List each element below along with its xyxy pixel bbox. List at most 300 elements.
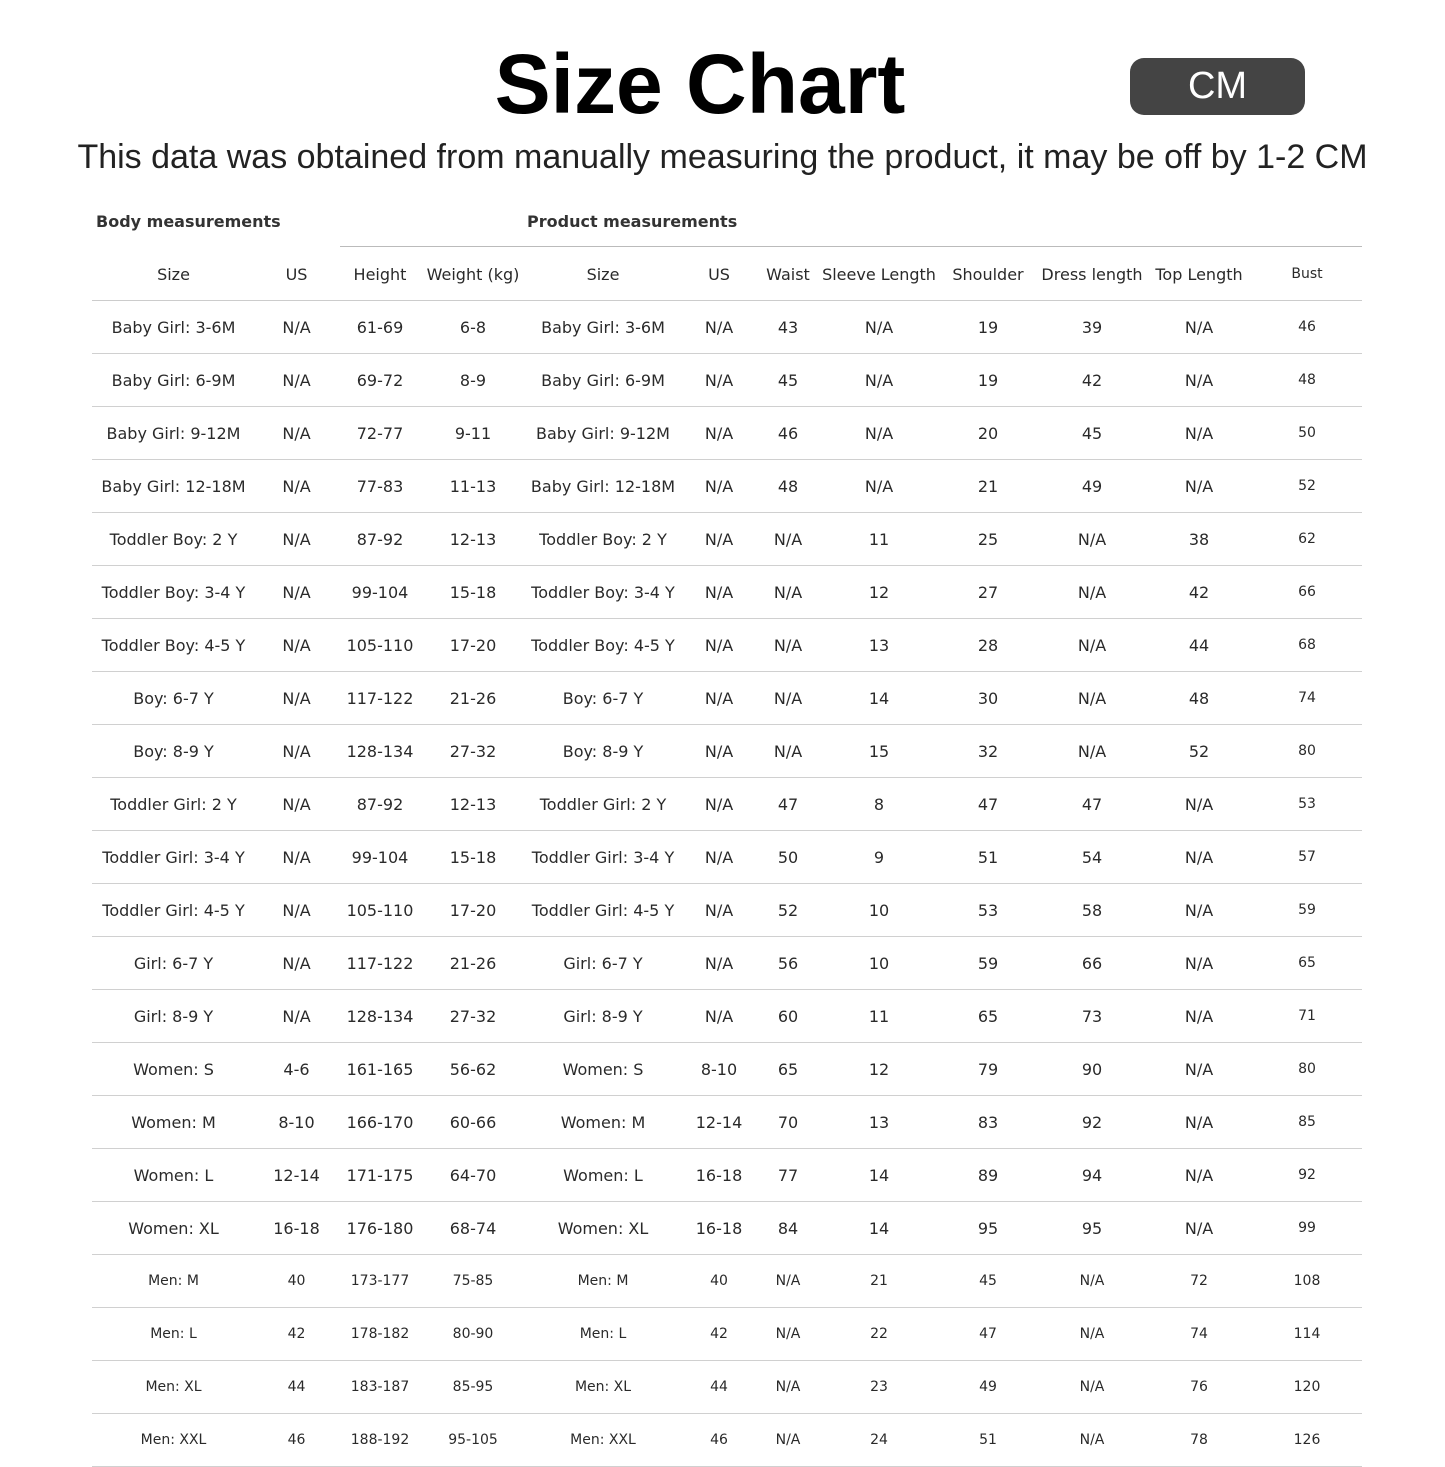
table-row bbox=[92, 884, 1362, 937]
cell-dress-length: 92 bbox=[1038, 1096, 1146, 1149]
cell-body-size: Baby Girl: 12-18M bbox=[92, 460, 255, 513]
cell-height: 128-134 bbox=[338, 725, 422, 778]
cell-dress-length: N/A bbox=[1038, 619, 1146, 672]
cell-waist: N/A bbox=[756, 1308, 820, 1361]
cell-shoulder: 51 bbox=[938, 831, 1038, 884]
cell-waist: 56 bbox=[756, 937, 820, 990]
cell-product-us: N/A bbox=[682, 619, 756, 672]
cell-top-length: N/A bbox=[1146, 990, 1252, 1043]
cell-weight: 27-32 bbox=[422, 725, 524, 778]
cell-weight: 15-18 bbox=[422, 566, 524, 619]
cell-height: 105-110 bbox=[338, 619, 422, 672]
cell-waist: N/A bbox=[756, 566, 820, 619]
cell-weight: 8-9 bbox=[422, 354, 524, 407]
cell-product-us: 40 bbox=[682, 1255, 756, 1308]
cell-product-us: N/A bbox=[682, 354, 756, 407]
table-row bbox=[92, 460, 1362, 513]
cell-top-length: 76 bbox=[1146, 1361, 1252, 1414]
cell-product-size: Baby Girl: 9-12M bbox=[524, 407, 682, 460]
cell-body-us: N/A bbox=[255, 725, 338, 778]
cell-shoulder: 47 bbox=[938, 778, 1038, 831]
cell-top-length: 78 bbox=[1146, 1414, 1252, 1467]
cell-dress-length: 47 bbox=[1038, 778, 1146, 831]
cell-sleeve-length: 12 bbox=[820, 1043, 938, 1096]
cell-body-size: Toddler Girl: 3-4 Y bbox=[92, 831, 255, 884]
table-row bbox=[92, 619, 1362, 672]
cell-height: 87-92 bbox=[338, 778, 422, 831]
cell-sleeve-length: 14 bbox=[820, 1202, 938, 1255]
cell-body-us: 40 bbox=[255, 1255, 338, 1308]
table-row bbox=[92, 1043, 1362, 1096]
cell-shoulder: 20 bbox=[938, 407, 1038, 460]
cell-bust: 99 bbox=[1252, 1202, 1362, 1255]
cell-dress-length: N/A bbox=[1038, 513, 1146, 566]
cell-body-size: Women: L bbox=[92, 1149, 255, 1202]
page-title: Size Chart bbox=[494, 37, 906, 131]
cell-height: 99-104 bbox=[338, 566, 422, 619]
cell-height: 161-165 bbox=[338, 1043, 422, 1096]
cell-weight: 95-105 bbox=[422, 1414, 524, 1467]
cell-product-us: N/A bbox=[682, 990, 756, 1043]
cell-body-size: Men: M bbox=[92, 1255, 255, 1308]
cell-body-us: N/A bbox=[255, 778, 338, 831]
cell-waist: 84 bbox=[756, 1202, 820, 1255]
cell-body-size: Toddler Girl: 4-5 Y bbox=[92, 884, 255, 937]
cell-top-length: 48 bbox=[1146, 672, 1252, 725]
cell-height: 183-187 bbox=[338, 1361, 422, 1414]
cell-dress-length: 49 bbox=[1038, 460, 1146, 513]
table-row bbox=[92, 1308, 1362, 1361]
col-header-top-length: Top Length bbox=[1146, 248, 1252, 301]
cell-body-us: 42 bbox=[255, 1308, 338, 1361]
table-row bbox=[92, 1255, 1362, 1308]
cell-product-size: Baby Girl: 12-18M bbox=[524, 460, 682, 513]
cell-top-length: 44 bbox=[1146, 619, 1252, 672]
cell-dress-length: 54 bbox=[1038, 831, 1146, 884]
cell-product-us: 46 bbox=[682, 1414, 756, 1467]
cell-height: 176-180 bbox=[338, 1202, 422, 1255]
cell-body-us: N/A bbox=[255, 407, 338, 460]
cell-sleeve-length: 15 bbox=[820, 725, 938, 778]
cell-top-length: N/A bbox=[1146, 354, 1252, 407]
cell-product-us: 44 bbox=[682, 1361, 756, 1414]
cell-bust: 50 bbox=[1252, 407, 1362, 460]
cell-top-length: 42 bbox=[1146, 566, 1252, 619]
cell-dress-length: 58 bbox=[1038, 884, 1146, 937]
cell-body-size: Men: XXL bbox=[92, 1414, 255, 1467]
cell-body-size: Baby Girl: 3-6M bbox=[92, 301, 255, 354]
product-measurements-label: Product measurements bbox=[527, 212, 738, 231]
cell-waist: 77 bbox=[756, 1149, 820, 1202]
table-row bbox=[92, 1202, 1362, 1255]
cell-shoulder: 21 bbox=[938, 460, 1038, 513]
cell-product-us: 16-18 bbox=[682, 1202, 756, 1255]
cell-body-size: Toddler Boy: 4-5 Y bbox=[92, 619, 255, 672]
cell-weight: 6-8 bbox=[422, 301, 524, 354]
cell-dress-length: N/A bbox=[1038, 725, 1146, 778]
cell-weight: 21-26 bbox=[422, 672, 524, 725]
cell-product-size: Women: XL bbox=[524, 1202, 682, 1255]
cell-body-us: 46 bbox=[255, 1414, 338, 1467]
cell-weight: 68-74 bbox=[422, 1202, 524, 1255]
col-header-body-us: US bbox=[255, 248, 338, 301]
cell-sleeve-length: 13 bbox=[820, 1096, 938, 1149]
cell-shoulder: 25 bbox=[938, 513, 1038, 566]
table-row bbox=[92, 1361, 1362, 1414]
cell-bust: 68 bbox=[1252, 619, 1362, 672]
cell-sleeve-length: 22 bbox=[820, 1308, 938, 1361]
cell-product-us: 12-14 bbox=[682, 1096, 756, 1149]
cell-product-size: Men: XXL bbox=[524, 1414, 682, 1467]
col-header-body-size: Size bbox=[92, 248, 255, 301]
cell-body-us: N/A bbox=[255, 301, 338, 354]
cell-body-us: N/A bbox=[255, 619, 338, 672]
cell-body-us: 4-6 bbox=[255, 1043, 338, 1096]
cell-bust: 74 bbox=[1252, 672, 1362, 725]
cell-sleeve-length: N/A bbox=[820, 407, 938, 460]
cell-dress-length: N/A bbox=[1038, 566, 1146, 619]
cell-top-length: N/A bbox=[1146, 407, 1252, 460]
cell-product-size: Girl: 8-9 Y bbox=[524, 990, 682, 1043]
cell-bust: 59 bbox=[1252, 884, 1362, 937]
cell-body-size: Baby Girl: 6-9M bbox=[92, 354, 255, 407]
cell-height: 105-110 bbox=[338, 884, 422, 937]
cell-top-length: N/A bbox=[1146, 1043, 1252, 1096]
measurement-note: This data was obtained from manually measuring the product, it may be off by 1-2 CM bbox=[77, 138, 1368, 176]
table-row bbox=[92, 1414, 1362, 1467]
size-table bbox=[92, 248, 1362, 1467]
cell-dress-length: N/A bbox=[1038, 1255, 1146, 1308]
cell-waist: N/A bbox=[756, 513, 820, 566]
cell-waist: N/A bbox=[756, 619, 820, 672]
cell-bust: 114 bbox=[1252, 1308, 1362, 1361]
cell-bust: 53 bbox=[1252, 778, 1362, 831]
cell-height: 128-134 bbox=[338, 990, 422, 1043]
cell-bust: 92 bbox=[1252, 1149, 1362, 1202]
table-row bbox=[92, 831, 1362, 884]
col-header-sleeve-length: Sleeve Length bbox=[820, 248, 938, 301]
cell-bust: 126 bbox=[1252, 1414, 1362, 1467]
cell-product-size: Girl: 6-7 Y bbox=[524, 937, 682, 990]
cell-body-us: 12-14 bbox=[255, 1149, 338, 1202]
cell-sleeve-length: N/A bbox=[820, 301, 938, 354]
col-header-bust: Bust bbox=[1252, 248, 1362, 301]
cell-top-length: N/A bbox=[1146, 884, 1252, 937]
cell-product-us: N/A bbox=[682, 831, 756, 884]
col-header-dress-length: Dress length bbox=[1038, 248, 1146, 301]
cell-waist: 47 bbox=[756, 778, 820, 831]
table-header bbox=[92, 248, 1362, 301]
cell-top-length: N/A bbox=[1146, 937, 1252, 990]
cell-product-size: Toddler Boy: 4-5 Y bbox=[524, 619, 682, 672]
cell-waist: 46 bbox=[756, 407, 820, 460]
cell-waist: 43 bbox=[756, 301, 820, 354]
cell-waist: 60 bbox=[756, 990, 820, 1043]
cell-body-size: Boy: 6-7 Y bbox=[92, 672, 255, 725]
cell-height: 77-83 bbox=[338, 460, 422, 513]
cell-body-us: N/A bbox=[255, 513, 338, 566]
cell-weight: 21-26 bbox=[422, 937, 524, 990]
cell-height: 188-192 bbox=[338, 1414, 422, 1467]
cell-waist: N/A bbox=[756, 1255, 820, 1308]
cell-shoulder: 30 bbox=[938, 672, 1038, 725]
cell-product-us: N/A bbox=[682, 725, 756, 778]
cell-shoulder: 53 bbox=[938, 884, 1038, 937]
cell-body-size: Men: XL bbox=[92, 1361, 255, 1414]
table-row bbox=[92, 990, 1362, 1043]
cell-sleeve-length: 14 bbox=[820, 672, 938, 725]
cell-sleeve-length: 14 bbox=[820, 1149, 938, 1202]
cell-weight: 11-13 bbox=[422, 460, 524, 513]
col-header-waist: Waist bbox=[756, 248, 820, 301]
cell-sleeve-length: 24 bbox=[820, 1414, 938, 1467]
cell-product-size: Baby Girl: 6-9M bbox=[524, 354, 682, 407]
cell-shoulder: 45 bbox=[938, 1255, 1038, 1308]
table-row bbox=[92, 725, 1362, 778]
cell-bust: 48 bbox=[1252, 354, 1362, 407]
table-row bbox=[92, 672, 1362, 725]
cell-dress-length: 94 bbox=[1038, 1149, 1146, 1202]
cell-top-length: N/A bbox=[1146, 831, 1252, 884]
cell-waist: N/A bbox=[756, 725, 820, 778]
cell-product-size: Toddler Girl: 4-5 Y bbox=[524, 884, 682, 937]
cell-bust: 85 bbox=[1252, 1096, 1362, 1149]
cell-top-length: 52 bbox=[1146, 725, 1252, 778]
cell-dress-length: 39 bbox=[1038, 301, 1146, 354]
cell-shoulder: 49 bbox=[938, 1361, 1038, 1414]
table-row bbox=[92, 354, 1362, 407]
cell-product-us: N/A bbox=[682, 778, 756, 831]
cell-waist: N/A bbox=[756, 1361, 820, 1414]
cell-top-length: 38 bbox=[1146, 513, 1252, 566]
cell-sleeve-length: 21 bbox=[820, 1255, 938, 1308]
cell-sleeve-length: 10 bbox=[820, 937, 938, 990]
cell-product-size: Men: XL bbox=[524, 1361, 682, 1414]
cell-shoulder: 27 bbox=[938, 566, 1038, 619]
cell-product-size: Men: M bbox=[524, 1255, 682, 1308]
cell-body-size: Boy: 8-9 Y bbox=[92, 725, 255, 778]
cell-height: 173-177 bbox=[338, 1255, 422, 1308]
table-row bbox=[92, 407, 1362, 460]
cell-weight: 27-32 bbox=[422, 990, 524, 1043]
cell-product-size: Toddler Boy: 3-4 Y bbox=[524, 566, 682, 619]
cell-body-size: Toddler Girl: 2 Y bbox=[92, 778, 255, 831]
cell-shoulder: 83 bbox=[938, 1096, 1038, 1149]
table-row bbox=[92, 1149, 1362, 1202]
cell-product-size: Women: S bbox=[524, 1043, 682, 1096]
cell-body-us: N/A bbox=[255, 884, 338, 937]
cell-product-us: N/A bbox=[682, 301, 756, 354]
cell-product-us: N/A bbox=[682, 460, 756, 513]
cell-top-length: N/A bbox=[1146, 1202, 1252, 1255]
cell-shoulder: 59 bbox=[938, 937, 1038, 990]
table-row bbox=[92, 778, 1362, 831]
cell-weight: 75-85 bbox=[422, 1255, 524, 1308]
cell-waist: 48 bbox=[756, 460, 820, 513]
cell-body-size: Baby Girl: 9-12M bbox=[92, 407, 255, 460]
cell-bust: 120 bbox=[1252, 1361, 1362, 1414]
cell-sleeve-length: 9 bbox=[820, 831, 938, 884]
cell-sleeve-length: N/A bbox=[820, 460, 938, 513]
table-row bbox=[92, 301, 1362, 354]
cell-shoulder: 47 bbox=[938, 1308, 1038, 1361]
cell-top-length: N/A bbox=[1146, 301, 1252, 354]
cell-product-size: Toddler Boy: 2 Y bbox=[524, 513, 682, 566]
cell-top-length: N/A bbox=[1146, 778, 1252, 831]
cell-shoulder: 32 bbox=[938, 725, 1038, 778]
cell-weight: 15-18 bbox=[422, 831, 524, 884]
cell-bust: 80 bbox=[1252, 725, 1362, 778]
cell-shoulder: 89 bbox=[938, 1149, 1038, 1202]
cell-dress-length: 45 bbox=[1038, 407, 1146, 460]
cell-dress-length: N/A bbox=[1038, 1361, 1146, 1414]
cell-body-size: Girl: 6-7 Y bbox=[92, 937, 255, 990]
cell-dress-length: N/A bbox=[1038, 1308, 1146, 1361]
cell-bust: 46 bbox=[1252, 301, 1362, 354]
cell-bust: 52 bbox=[1252, 460, 1362, 513]
cell-waist: 45 bbox=[756, 354, 820, 407]
unit-badge: CM bbox=[1130, 58, 1305, 115]
cell-bust: 66 bbox=[1252, 566, 1362, 619]
cell-bust: 57 bbox=[1252, 831, 1362, 884]
cell-body-size: Women: M bbox=[92, 1096, 255, 1149]
col-header-shoulder: Shoulder bbox=[938, 248, 1038, 301]
cell-body-us: 16-18 bbox=[255, 1202, 338, 1255]
cell-dress-length: N/A bbox=[1038, 672, 1146, 725]
cell-waist: 50 bbox=[756, 831, 820, 884]
cell-product-us: N/A bbox=[682, 937, 756, 990]
cell-body-us: N/A bbox=[255, 672, 338, 725]
cell-product-size: Toddler Girl: 3-4 Y bbox=[524, 831, 682, 884]
cell-height: 61-69 bbox=[338, 301, 422, 354]
cell-dress-length: 90 bbox=[1038, 1043, 1146, 1096]
cell-bust: 108 bbox=[1252, 1255, 1362, 1308]
cell-top-length: N/A bbox=[1146, 1096, 1252, 1149]
cell-weight: 9-11 bbox=[422, 407, 524, 460]
cell-sleeve-length: 23 bbox=[820, 1361, 938, 1414]
table-body bbox=[92, 301, 1362, 1467]
cell-sleeve-length: N/A bbox=[820, 354, 938, 407]
cell-weight: 80-90 bbox=[422, 1308, 524, 1361]
cell-body-size: Women: XL bbox=[92, 1202, 255, 1255]
cell-bust: 80 bbox=[1252, 1043, 1362, 1096]
cell-waist: 52 bbox=[756, 884, 820, 937]
cell-height: 171-175 bbox=[338, 1149, 422, 1202]
cell-product-size: Boy: 6-7 Y bbox=[524, 672, 682, 725]
cell-height: 178-182 bbox=[338, 1308, 422, 1361]
body-measurements-label: Body measurements bbox=[96, 212, 281, 231]
col-header-product-size: Size bbox=[524, 248, 682, 301]
cell-bust: 62 bbox=[1252, 513, 1362, 566]
cell-product-size: Boy: 8-9 Y bbox=[524, 725, 682, 778]
cell-body-us: N/A bbox=[255, 831, 338, 884]
cell-product-us: 42 bbox=[682, 1308, 756, 1361]
cell-body-us: N/A bbox=[255, 937, 338, 990]
cell-height: 117-122 bbox=[338, 937, 422, 990]
cell-weight: 17-20 bbox=[422, 884, 524, 937]
cell-weight: 60-66 bbox=[422, 1096, 524, 1149]
cell-height: 99-104 bbox=[338, 831, 422, 884]
cell-product-size: Women: M bbox=[524, 1096, 682, 1149]
cell-weight: 64-70 bbox=[422, 1149, 524, 1202]
cell-shoulder: 79 bbox=[938, 1043, 1038, 1096]
cell-height: 87-92 bbox=[338, 513, 422, 566]
cell-weight: 12-13 bbox=[422, 778, 524, 831]
cell-sleeve-length: 13 bbox=[820, 619, 938, 672]
cell-product-us: N/A bbox=[682, 513, 756, 566]
cell-shoulder: 51 bbox=[938, 1414, 1038, 1467]
group-divider bbox=[340, 246, 1362, 247]
table-row bbox=[92, 566, 1362, 619]
col-header-product-us: US bbox=[682, 248, 756, 301]
cell-top-length: 74 bbox=[1146, 1308, 1252, 1361]
table-row bbox=[92, 1096, 1362, 1149]
cell-weight: 17-20 bbox=[422, 619, 524, 672]
cell-weight: 12-13 bbox=[422, 513, 524, 566]
cell-height: 166-170 bbox=[338, 1096, 422, 1149]
cell-body-size: Toddler Boy: 3-4 Y bbox=[92, 566, 255, 619]
cell-product-size: Men: L bbox=[524, 1308, 682, 1361]
cell-dress-length: N/A bbox=[1038, 1414, 1146, 1467]
cell-dress-length: 66 bbox=[1038, 937, 1146, 990]
cell-sleeve-length: 11 bbox=[820, 513, 938, 566]
cell-product-size: Baby Girl: 3-6M bbox=[524, 301, 682, 354]
cell-height: 117-122 bbox=[338, 672, 422, 725]
col-header-weight: Weight (kg) bbox=[422, 248, 524, 301]
cell-shoulder: 28 bbox=[938, 619, 1038, 672]
cell-shoulder: 19 bbox=[938, 354, 1038, 407]
cell-height: 69-72 bbox=[338, 354, 422, 407]
cell-product-us: 16-18 bbox=[682, 1149, 756, 1202]
cell-body-us: N/A bbox=[255, 460, 338, 513]
table-row bbox=[92, 937, 1362, 990]
cell-weight: 56-62 bbox=[422, 1043, 524, 1096]
cell-waist: 65 bbox=[756, 1043, 820, 1096]
cell-bust: 65 bbox=[1252, 937, 1362, 990]
cell-weight: 85-95 bbox=[422, 1361, 524, 1414]
cell-dress-length: 42 bbox=[1038, 354, 1146, 407]
cell-sleeve-length: 8 bbox=[820, 778, 938, 831]
cell-body-size: Girl: 8-9 Y bbox=[92, 990, 255, 1043]
cell-shoulder: 65 bbox=[938, 990, 1038, 1043]
cell-sleeve-length: 11 bbox=[820, 990, 938, 1043]
cell-product-size: Women: L bbox=[524, 1149, 682, 1202]
cell-body-us: N/A bbox=[255, 354, 338, 407]
cell-product-size: Toddler Girl: 2 Y bbox=[524, 778, 682, 831]
cell-waist: N/A bbox=[756, 672, 820, 725]
col-header-height: Height bbox=[338, 248, 422, 301]
cell-body-us: N/A bbox=[255, 566, 338, 619]
cell-product-us: N/A bbox=[682, 672, 756, 725]
cell-top-length: N/A bbox=[1146, 1149, 1252, 1202]
cell-sleeve-length: 12 bbox=[820, 566, 938, 619]
cell-product-us: 8-10 bbox=[682, 1043, 756, 1096]
cell-waist: N/A bbox=[756, 1414, 820, 1467]
cell-product-us: N/A bbox=[682, 407, 756, 460]
cell-body-us: N/A bbox=[255, 990, 338, 1043]
cell-top-length: 72 bbox=[1146, 1255, 1252, 1308]
cell-body-us: 8-10 bbox=[255, 1096, 338, 1149]
cell-top-length: N/A bbox=[1146, 460, 1252, 513]
cell-product-us: N/A bbox=[682, 566, 756, 619]
cell-dress-length: 73 bbox=[1038, 990, 1146, 1043]
cell-body-us: 44 bbox=[255, 1361, 338, 1414]
cell-waist: 70 bbox=[756, 1096, 820, 1149]
cell-body-size: Men: L bbox=[92, 1308, 255, 1361]
header-row bbox=[92, 248, 1362, 301]
cell-body-size: Women: S bbox=[92, 1043, 255, 1096]
cell-dress-length: 95 bbox=[1038, 1202, 1146, 1255]
